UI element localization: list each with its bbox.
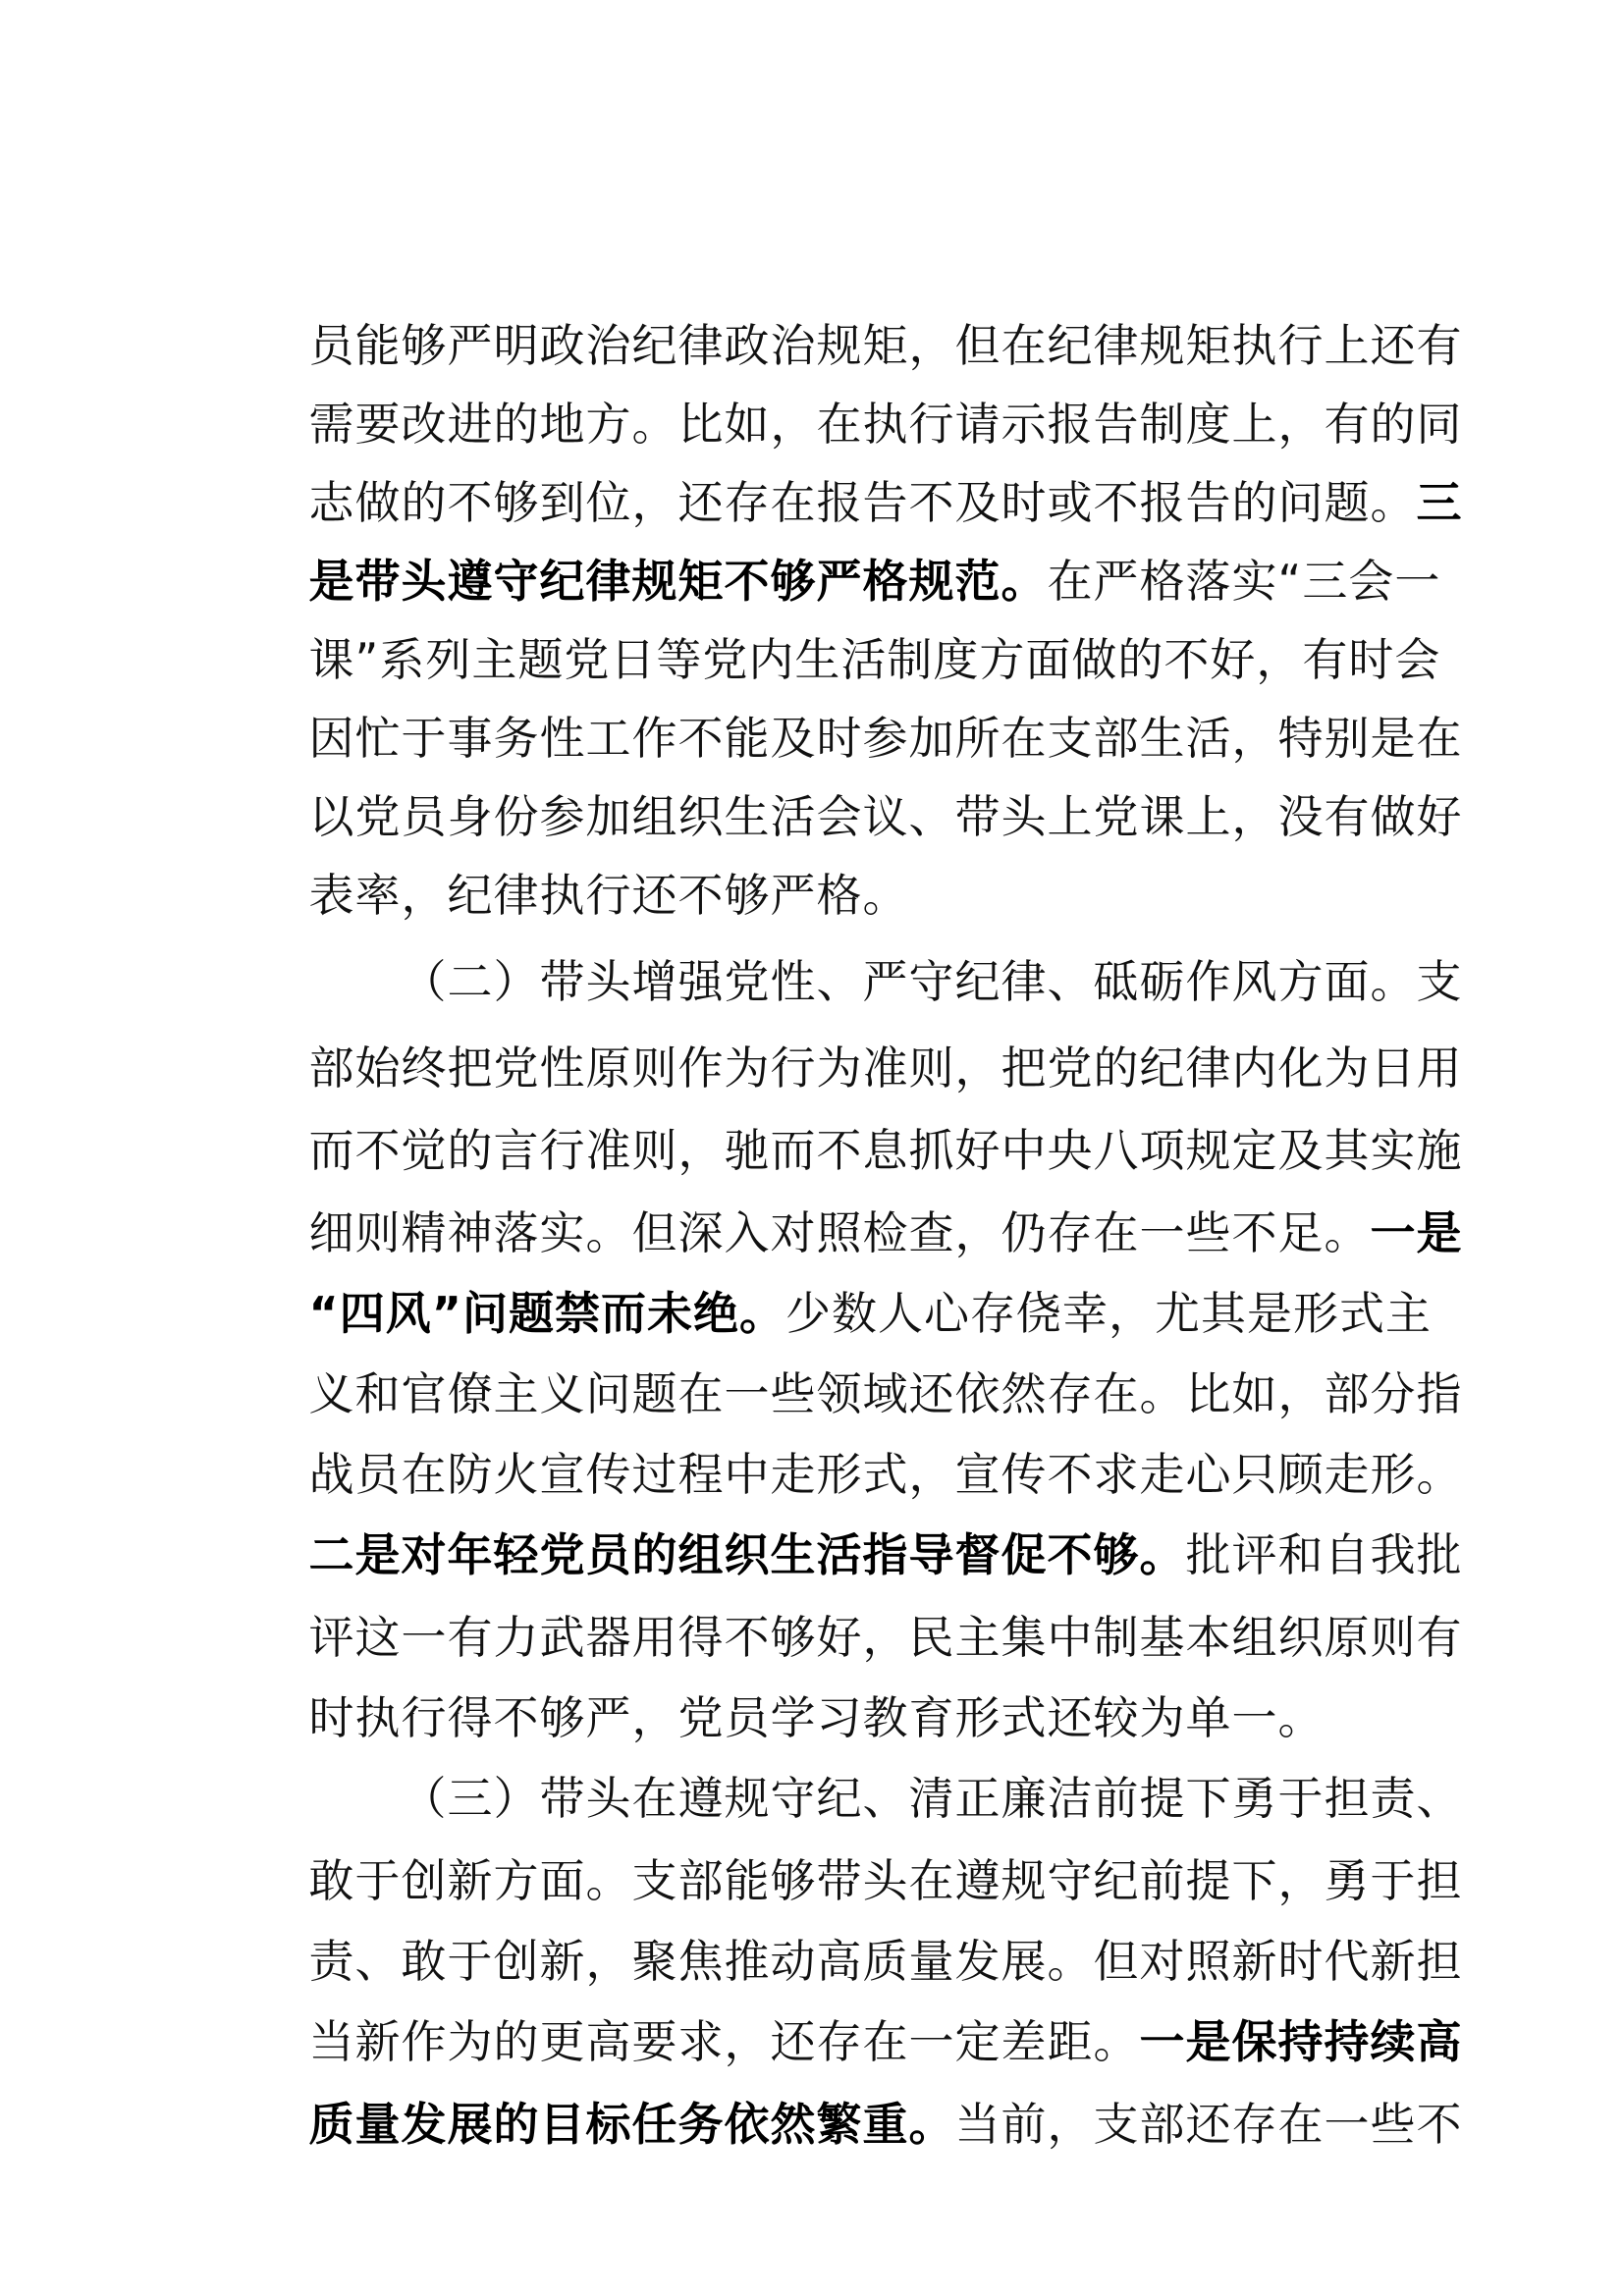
text-run: 在严格落实“三会一 <box>1047 555 1441 608</box>
text-run: 而不觉的言行准则，驰而不息抓好中央八项规定及其实施 <box>308 1124 1463 1177</box>
text-run: 评这一有力武器用得不够好，民主集中制基本组织原则有 <box>308 1611 1463 1664</box>
text-run: 表率，纪律执行还不够严格。 <box>308 869 909 922</box>
text-run: 义和官僚主义问题在一些领域还依然存在。比如，部分指 <box>308 1367 1463 1420</box>
bold-text-run: 质量发展的目标任务依然繁重。 <box>308 2098 955 2151</box>
bold-text-run: 一是保持持续高 <box>1139 2015 1463 2068</box>
text-run: 少数人心存侥幸，尤其是形式主 <box>784 1287 1432 1340</box>
text-line <box>247 463 1441 608</box>
text-line <box>247 1924 1463 2068</box>
text-run: 时执行得不够严，党员学习教育形式还较为单一。 <box>308 1691 1325 1744</box>
bold-text-run: 二是对年轻党员的组织生活指导督促不够。 <box>308 1528 1186 1581</box>
text-run: （三）带头在遵规守纪、清正廉洁前提下勇于担责、 <box>401 1772 1463 1825</box>
text-line <box>247 1763 1463 1907</box>
text-line <box>247 1437 1463 1581</box>
bold-text-run: “四风”问题禁而未绝。 <box>308 1287 785 1340</box>
text-run: 责、敢于创新，聚焦推动高质量发展。但对照新时代新担 <box>308 1935 1463 1988</box>
text-run: 批评和自我批 <box>1185 1528 1463 1581</box>
text-run: 员能够严明政治纪律政治规矩，但在纪律规矩执行上还有 <box>308 319 1463 372</box>
text-run: 敢于创新方面。支部能够带头在遵规守纪前提下，勇于担 <box>308 1854 1463 1907</box>
text-line <box>247 542 1441 686</box>
text-line <box>247 699 1463 843</box>
text-run: 因忙于事务性工作不能及时参加所在支部生活，特别是在 <box>308 712 1463 765</box>
text-run: 当新作为的更高要求，还存在一定差距。 <box>308 2015 1140 2068</box>
text-line <box>247 2006 1463 2151</box>
text-line <box>247 1276 1463 1420</box>
text-run: 当前，支部还存在一些不 <box>954 2098 1463 2151</box>
section-heading-line <box>340 1681 1463 1825</box>
text-line <box>247 228 1463 372</box>
text-line <box>247 1357 1463 1501</box>
text-run: 细则精神落实。但深入对照检查，仍存在一些不足。 <box>308 1206 1371 1259</box>
text-run: 战员在防火宣传过程中走形式，宣传不求走心只顾走形。 <box>308 1448 1463 1501</box>
text-line <box>247 385 1463 529</box>
text-line <box>247 1033 1463 1177</box>
text-line <box>247 306 1463 451</box>
bold-text-run: 三 <box>1416 476 1463 529</box>
text-line <box>247 1115 1463 1259</box>
text-line <box>247 1520 1463 1664</box>
text-line <box>247 950 1463 1095</box>
text-line <box>247 620 1463 765</box>
text-line <box>247 777 1386 922</box>
bold-text-run: 是带头遵守纪律规矩不够严格规范。 <box>308 555 1048 608</box>
bold-text-run: 一是 <box>1370 1206 1463 1259</box>
text-run: 以党员身份参加组织生活会议、带头上党课上，没有做好 <box>308 790 1463 843</box>
text-line <box>247 1600 1386 1744</box>
text-run: 需要改进的地方。比如，在执行请示报告制度上，有的同 <box>308 398 1463 451</box>
text-run: 志做的不够到位，还存在报告不及时或不报告的问题。 <box>308 476 1417 529</box>
text-line <box>247 1843 1463 1988</box>
text-run: 部始终把党性原则作为行为准则，把党的纪律内化为日用 <box>308 1041 1463 1095</box>
text-run: （二）带头增强党性、严守纪律、砥砺作风方面。支 <box>401 955 1463 1008</box>
text-run: 课”系列主题党日等党内生活制度方面做的不好，有时会 <box>308 633 1441 686</box>
section-heading-line <box>340 864 1463 1008</box>
